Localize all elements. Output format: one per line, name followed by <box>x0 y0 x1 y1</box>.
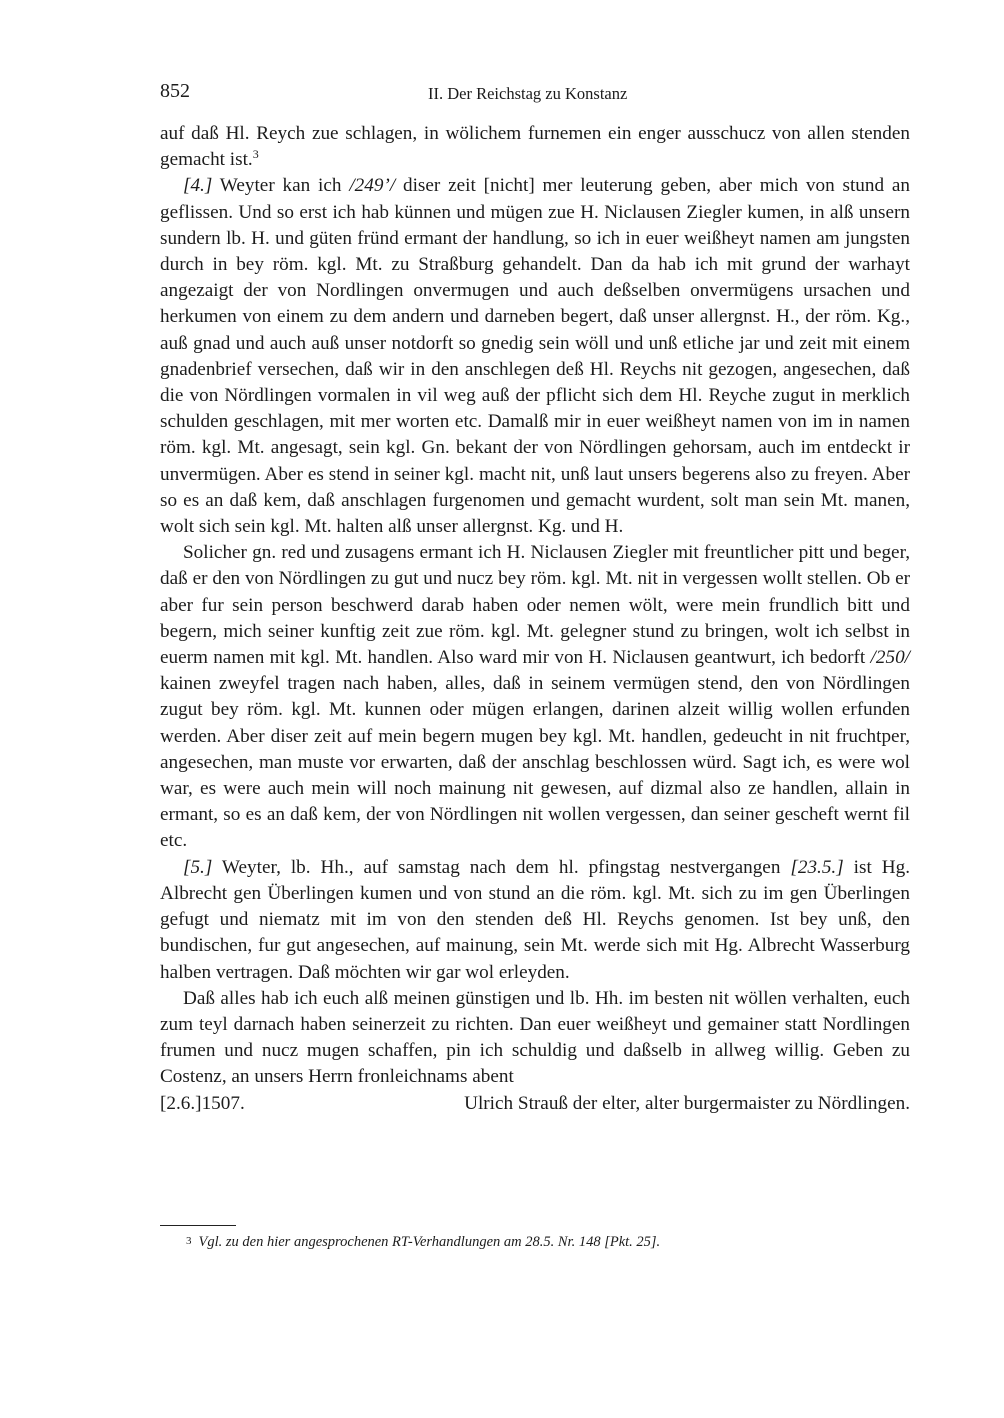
date-marker: [23.5.] <box>790 856 844 878</box>
paragraph-text: Daß alles hab ich euch alß meinen günstigen und lb. Hh. im besten nit wöllen verhalten, euch zum teyl darnach haben seinerzeit zu richten. Dan euer weißheyt und gemainer statt Nordlingen frumen und nucz mugen schaffen, pin ich schuldig und daßselb in allweg willig. Geben zu Costenz, an unsers Herrn fronleichnams abent <box>160 987 910 1088</box>
page-header <box>160 80 910 108</box>
footnote-text: Vgl. zu den hier angesprochenen RT-Verhandlungen am 28.5. Nr. 148 [Pkt. 25]. <box>198 1234 661 1250</box>
signature: Ulrich Strauß der elter, alter burgermaister zu Nördlingen. <box>464 1092 910 1114</box>
paragraph-5 <box>160 855 910 986</box>
closing-line <box>160 1091 910 1117</box>
paragraph-text: diser zeit [nicht] mer leuterung geben, aber mich von stund an geflissen. Und so erst ich hab künnen und mügen zue H. Niclausen Ziegler kumen, in alß unsern sundern lb. H. und güten fründ ermant der handlung, so ich in euer weißheyt namen am jungsten durch in bey röm. kgl. Mt. zu Straßburg gehandelt. Dan da hab ich mit grund der warhayt angezaigt der von Nordlingen onvermugen und auch deßselben onvermügens ursachen und herkumen von einem zu dem andern und darneben begert, daß unser allergnst. H., der röm. Kg., auß gnad und auch auß unser notdorft so gnedig sein wöll und unß etliche jar und zeit mit einem gnadenbrief versechen, daß wir in den anschlegen deß Hl. Reychs nit gezogen, angesechen, daß die von Nördlingen vormalen in vil weg auß der pflicht sich dem Hl. Reyche zugut in merklich schulden geschlagen, mit mer worten etc. Damalß mir in euer weißheyt namen von im in namen röm. kgl. Mt. angesagt, sein kgl. Gn. bekant der von Nördlingen gehorsam, auch im entdeckt ir unvermügen. Aber es stend in seiner kgl. macht nit, unß laut unsers begerens also zu freyen. Aber so es an daß kem, daß anschlagen furgenomen und gemacht wurdent, solt man sein Mt. manen, wolt sich sein kgl. Mt. halten alß unser allergnst. Kg. und H. <box>160 175 911 538</box>
paragraph-continuation <box>160 121 910 173</box>
closing-date <box>160 1091 245 1117</box>
paragraph-ziegler <box>160 540 910 854</box>
footnote-divider <box>160 1225 236 1226</box>
paragraph-closing <box>160 986 910 1091</box>
paragraph-text: auf daß Hl. Reych zue schlagen, in wölichem furnemen ein enger ausschucz von allen stenden gemacht ist. <box>160 123 910 171</box>
closing-year: 1507. <box>201 1092 245 1114</box>
paragraph-text: kainen zweyfel tragen nach haben, alles, daß in seinem vermügen stend, den von Nördlingen zugut bey röm. kgl. Mt. kunnen oder mügen erlangen, darinen alzeit willig wollen erfunden werden. Aber diser zeit auf mein begern mugen bey kgl. Mt. handlen, gedeucht in nit fruchtper, angesechen, man muste vor erwarten, daß der anschlag beschlossen würd. Sagt ich, es were wol war, es were auch mein will noch mainung nit gewesen, auf dizmal also ze handlen, allain in ermant, so es an daß kem, der von Nördlingen nit wollen vergessen, dan seiner gescheft wernt fil etc. <box>160 673 910 852</box>
folio-marker: /249’/ <box>349 175 396 197</box>
folio-marker: /250/ <box>870 647 910 669</box>
section-marker: [4.] <box>183 175 213 197</box>
paragraph-4 <box>160 173 910 540</box>
paragraph-text: ist Hg. Albrecht gen Überlingen kumen und von stund an die röm. kgl. Mt. sich zu im gen Überlingen gefugt und niematz mit im von den stenden deß Hl. Reychs genomen. Ist bey unß, den bundischen, fur gut angesechen, auf mainung, sein Mt. werde sich mit Hg. Albrecht Wasserburg halben vertragen. Daß möchten wir gar wol erleyden. <box>160 856 910 983</box>
section-marker: [5.] <box>183 856 213 878</box>
footnote <box>186 1232 906 1251</box>
paragraph-text: Weyter, lb. Hh., auf samstag nach dem hl. pfingstag nestvergangen <box>212 856 791 878</box>
paragraph-text: Weyter kan ich <box>212 175 350 197</box>
footnote-reference[interactable]: 3 <box>252 147 259 162</box>
paragraph-text: Solicher gn. red und zusagens ermant ich H. Niclausen Ziegler mit freuntlicher pitt und beger, daß er den von Nördlingen zu gut und nucz bey röm. kgl. Mt. nit in vergessen wollt stellen. Ob er aber fur sein person beschwerd darab haben oder nemen wölt, were mein frundlich bitt und begern, mich seiner kunftig zeit zue röm. kgl. Mt. gelegner stund zu bringen, wolt ich selbst in euerm namen mit kgl. Mt. handlen. Also ward mir von H. Niclausen geantwurt, ich bedorft <box>160 542 910 669</box>
footnote-number: 3 <box>186 1235 192 1247</box>
main-text <box>160 121 910 1117</box>
running-title: II. Der Reichstag zu Konstanz <box>428 84 628 103</box>
page-number: 852 <box>160 80 190 102</box>
date-marker: [2.6.] <box>160 1092 202 1114</box>
